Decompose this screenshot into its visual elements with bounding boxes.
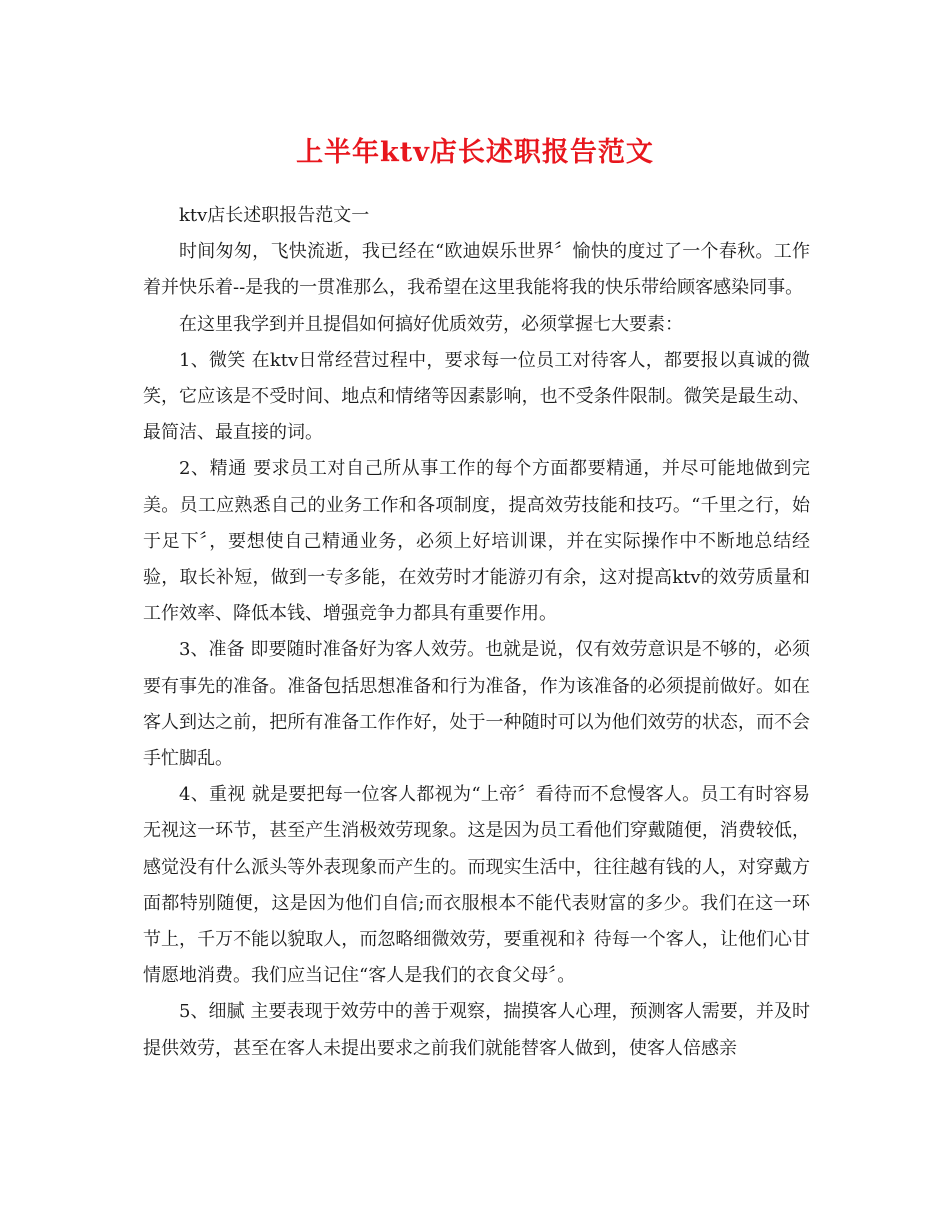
- document-title: 上半年ktv店长述职报告范文: [296, 137, 654, 168]
- paragraph-elements-lead: 在这里我学到并且提倡如何搞好优质效劳，必须掌握七大要素：: [179, 313, 683, 335]
- paragraph-subtitle: ktv店长述职报告范文一: [179, 205, 370, 226]
- document-body: [143, 198, 810, 1067]
- paragraph-meticulous: 5、细腻 主要表现于效劳中的善于观察，揣摸客人心理，预测客人需要，并及时提供效劳，甚至在客人未提出要求之前我们就能替客人做到，使客人倍感亲: [143, 1001, 810, 1059]
- paragraph-intro: 时间匆匆，飞快流逝，我已经在“欧迪娱乐世界〞愉快的度过了一个春秋。工作着并快乐着--是我的一贯准那么，我希望在这里我能将我的快乐带给顾客感染同事。: [143, 241, 810, 299]
- paragraph-proficiency: 2、精通 要求员工对自己所从事工作的每个方面都要精通，并尽可能地做到完美。员工应熟悉自己的业务工作和各项制度，提高效劳技能和技巧。“千里之行，始于足下〞，要想使自己精通业务，必须上好培训课，并在实际操作中不断地总结经验，取长补短，做到一专多能，在效劳时才能游刃有余，这对提高ktv的效劳质量和工作效率、降低本钱、增强竞争力都具有重要作用。: [143, 458, 810, 625]
- paragraph-smile: 1、微笑 在ktv日常经营过程中，要求每一位员工对待客人，都要报以真诚的微笑，它应该是不受时间、地点和情绪等因素影响，也不受条件限制。微笑是最生动、最简洁、最直接的词。: [143, 349, 810, 444]
- paragraph-attention: 4、重视 就是要把每一位客人都视为“上帝〞看待而不怠慢客人。员工有时容易无视这一环节，甚至产生消极效劳现象。这是因为员工看他们穿戴随便，消费较低，感觉没有什么派头等外表现象而产生的。而现实生活中，往往越有钱的人，对穿戴方面都特别随便，这是因为他们自信;而衣服根本不能代表财富的多少。我们在这一环节上，千万不能以貌取人，而忽略细微效劳，要重视和礻待每一个客人，让他们心甘情愿地消费。我们应当记住“客人是我们的衣食父母〞。: [143, 784, 810, 987]
- paragraph-preparation: 3、准备 即要随时准备好为客人效劳。也就是说，仅有效劳意识是不够的，必须要有事先的准备。准备包括思想准备和行为准备，作为该准备的必须提前做好。如在客人到达之前，把所有准备工作作好，处于一种随时可以为他们效劳的状态，而不会手忙脚乱。: [143, 639, 810, 770]
